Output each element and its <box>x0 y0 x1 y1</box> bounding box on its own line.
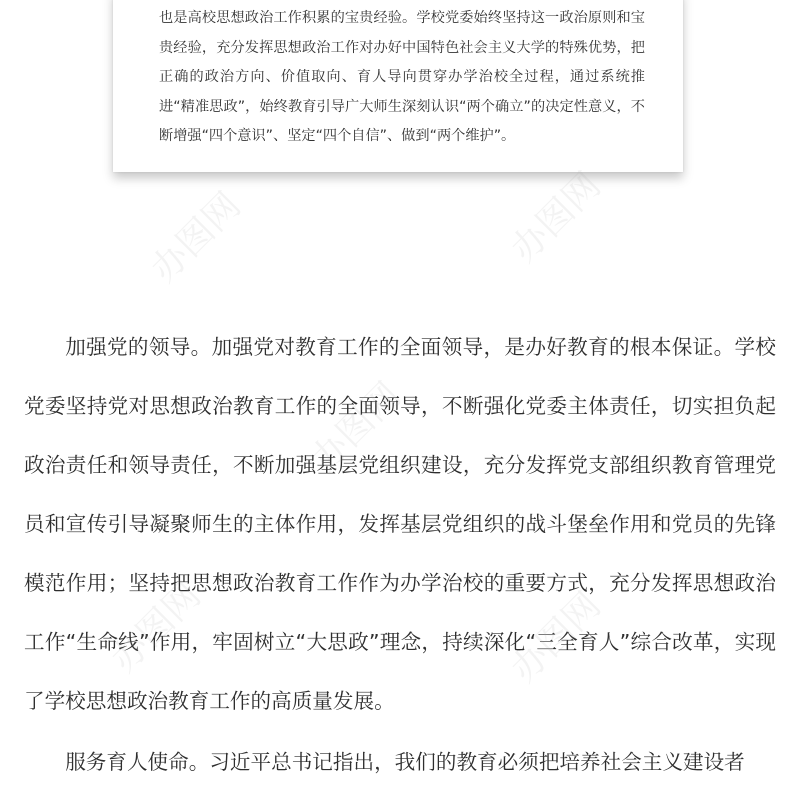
watermark: 办图网 <box>103 574 209 681</box>
watermark: 办图网 <box>503 164 609 271</box>
watermark: 办图网 <box>143 184 249 291</box>
quote-text: 也是高校思想政治工作积累的宝贵经验。学校党委始终坚持这一政治原则和宝贵经验，充分发挥思想政治工作对办好中国特色社会主义大学的特殊优势，把正确的政治方向、价值取向、育人导向贯穿办学治校全过程，通过系统推进“精准思政”，始终教育引导广大师生深刻认识“两个确立”的决定性意义，不断增强“四个意识”、坚定“四个自信”、做到“两个维护”。 <box>159 10 645 144</box>
watermark: 办图网 <box>303 374 409 481</box>
watermark: 办图网 <box>503 584 609 691</box>
quote-box <box>113 0 683 172</box>
body-paragraph-leadership: 加强党的领导。加强党对教育工作的全面领导，是办好教育的根本保证。学校党委坚持党对思想政治教育工作的全面领导，不断强化党委主体责任，切实担负起政治责任和领导责任，不断加强基层党组织建设，充分发挥党支部组织教育管理党员和宣传引导凝聚师生的主体作用，发挥基层党组织的战斗堡垒作用和党员的先锋模范作用；坚持把思想政治教育工作作为办学治校的重要方式，充分发挥思想政治工作“生命线”作用，牢固树立“大思政”理念，持续深化“三全育人”综合改革，实现了学校思想政治教育工作的高质量发展。 <box>24 335 776 713</box>
body-paragraph-education-mission: 服务育人使命。习近平总书记指出，我们的教育必须把培养社会主义建设者 <box>65 750 745 774</box>
